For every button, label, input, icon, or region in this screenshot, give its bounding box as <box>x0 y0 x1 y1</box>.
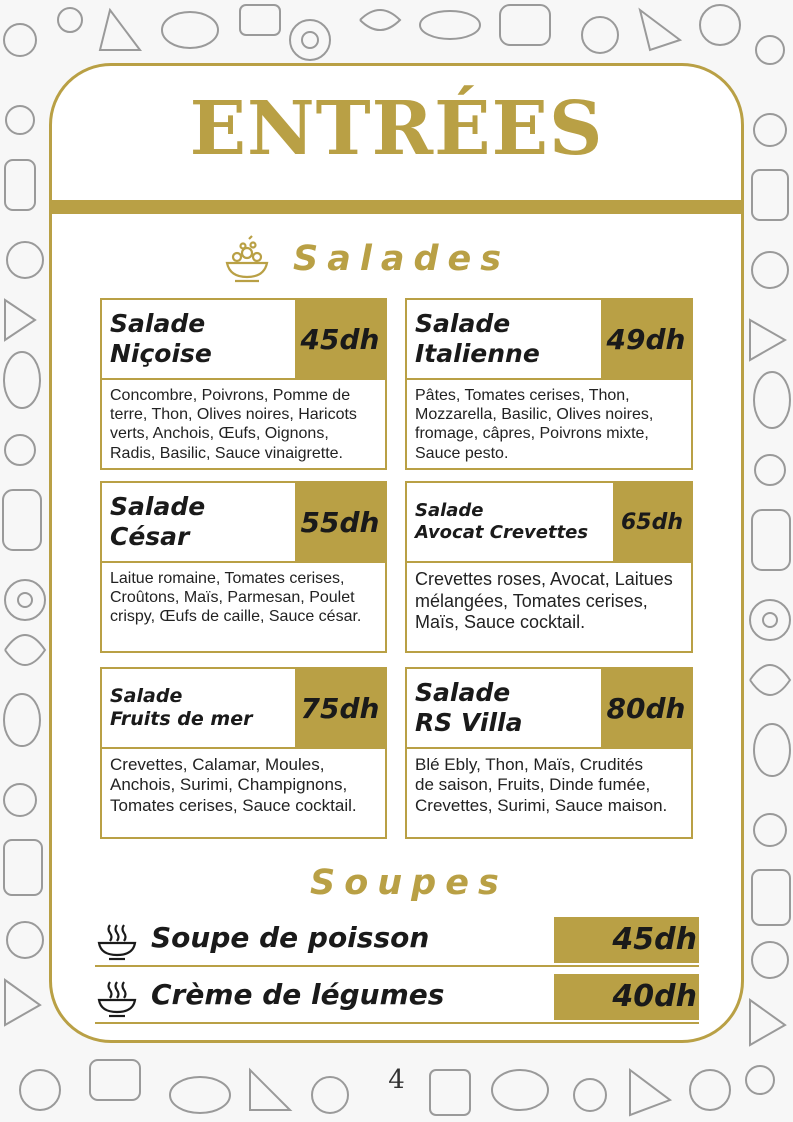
title-divider <box>49 200 744 214</box>
soup-bowl-icon <box>95 919 139 963</box>
salad-description-line: Crevettes, Surimi, Sauce maison. <box>415 795 668 815</box>
salad-description-line: Mozzarella, Basilic, Olives noires, <box>415 406 654 424</box>
salad-card <box>405 298 693 470</box>
soup-name: Soupe de poisson <box>151 921 430 954</box>
salad-description <box>415 386 685 463</box>
salad-description <box>415 755 685 816</box>
salad-price: 75dh <box>295 669 385 747</box>
salad-card-header <box>407 300 691 380</box>
salad-card-header <box>407 669 691 749</box>
page-title: ENTRÉES <box>189 86 604 172</box>
salad-description-line: Concombre, Poivrons, Pomme de <box>110 387 351 404</box>
soup-item <box>95 917 699 967</box>
soup-price: 40dh <box>554 974 699 1020</box>
salad-card <box>405 667 693 839</box>
salad-name <box>110 685 252 731</box>
soup-price: 45dh <box>554 917 699 963</box>
salad-price: 80dh <box>601 669 691 747</box>
salad-name-line: Salade <box>110 309 206 338</box>
salad-description-line: Crevettes roses, Avocat, Laitues <box>415 569 673 589</box>
salad-description-line: Croûtons, Maïs, Parmesan, Poulet <box>110 589 355 607</box>
salad-name-line: Fruits de mer <box>110 707 253 730</box>
salad-name-line: Salade <box>415 500 484 522</box>
salad-name-line: Avocat Crevettes <box>415 521 589 543</box>
salad-card-header <box>102 669 385 749</box>
salad-card-header <box>407 483 691 563</box>
salad-description-line: terre, Thon, Olives noires, Haricots <box>110 406 357 424</box>
soup-name: Crème de légumes <box>151 978 445 1011</box>
salad-description <box>110 755 379 816</box>
salad-card-header <box>102 483 385 563</box>
salad-card <box>405 481 693 653</box>
salad-name-line: Salade <box>415 678 511 707</box>
salad-description <box>415 569 685 634</box>
salad-name-line: Salade <box>415 309 511 338</box>
salad-description-line: Radis, Basilic, Sauce vinaigrette. <box>110 444 343 462</box>
salad-description-line: fromage, câpres, Poivrons mixte, <box>415 425 649 443</box>
salad-card-header <box>102 300 385 380</box>
soupes-heading: Soupes <box>310 863 508 903</box>
salad-price: 55dh <box>295 483 385 561</box>
salad-description-line: Laitue romaine, Tomates cerises, <box>110 570 345 587</box>
salades-heading: Salades <box>293 239 511 279</box>
salad-description-line: Tomates cerises, Sauce cocktail. <box>110 795 357 815</box>
soup-bowl-icon <box>95 976 139 1020</box>
salad-description-line: crispy, Œufs de caille, Sauce césar. <box>110 608 362 626</box>
salad-description-line: Crevettes, Calamar, Moules, <box>110 755 325 774</box>
salad-name <box>415 500 588 543</box>
salad-card <box>100 298 387 470</box>
salad-name <box>415 309 540 369</box>
salad-name-line: Italienne <box>415 339 540 368</box>
soup-item <box>95 974 699 1024</box>
salad-name-line: Niçoise <box>110 339 212 368</box>
salad-description-line: de saison, Fruits, Dinde fumée, <box>415 775 651 795</box>
salad-description-line: Maïs, Sauce cocktail. <box>415 612 586 633</box>
salad-description <box>110 569 379 627</box>
salad-description-line: Blé Ebly, Thon, Maïs, Crudités <box>415 755 644 774</box>
salad-bowl-icon <box>221 233 273 285</box>
salad-description <box>110 386 379 463</box>
salad-name-line: Salade <box>110 685 183 708</box>
salad-description-line: Anchois, Surimi, Champignons, <box>110 775 348 795</box>
salad-name <box>415 678 522 738</box>
salad-card <box>100 481 387 653</box>
page-number: 4 <box>388 1065 405 1095</box>
salad-description-line: Sauce pesto. <box>415 444 509 462</box>
salad-name <box>110 492 205 552</box>
salad-card <box>100 667 387 839</box>
salad-price: 65dh <box>613 483 691 561</box>
salad-description-line: mélangées, Tomates cerises, <box>415 590 648 611</box>
salad-price: 45dh <box>295 300 385 378</box>
salad-description-line: verts, Anchois, Œufs, Oignons, <box>110 425 329 443</box>
salad-price: 49dh <box>601 300 691 378</box>
salad-description-line: Pâtes, Tomates cerises, Thon, <box>415 387 630 404</box>
salad-name-line: RS Villa <box>415 708 523 737</box>
salad-name <box>110 309 212 369</box>
salad-name-line: César <box>110 522 190 551</box>
salad-name-line: Salade <box>110 492 206 521</box>
